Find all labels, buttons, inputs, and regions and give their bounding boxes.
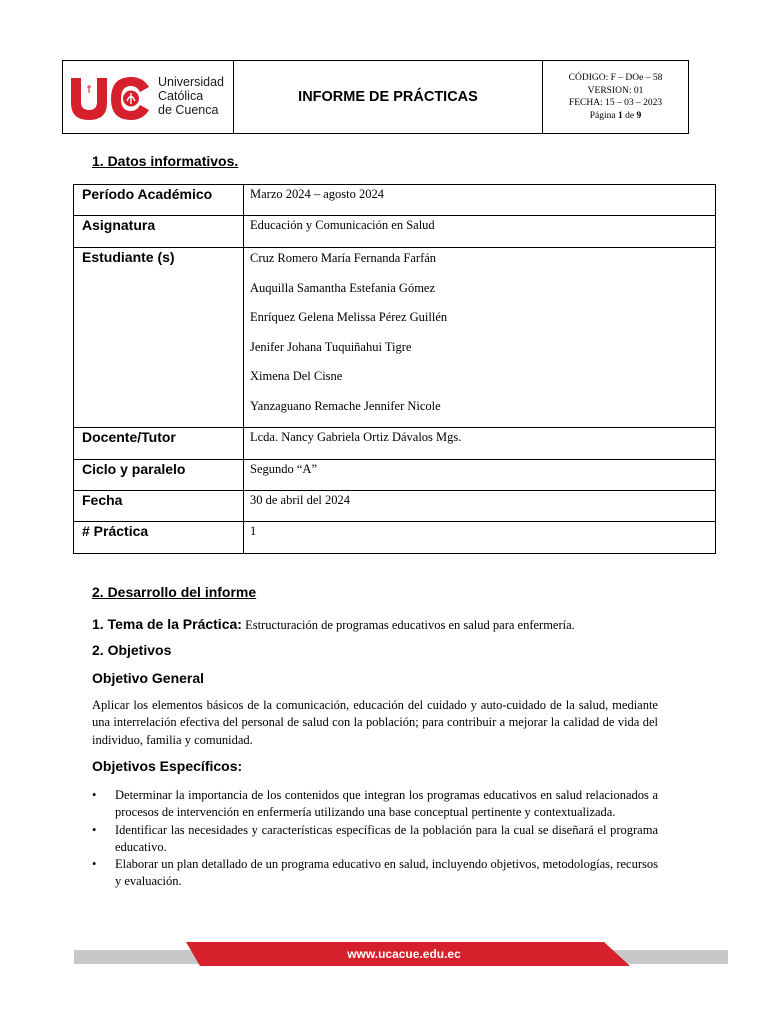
student-name: Yanzaguano Remache Jennifer Nicole [250, 398, 441, 413]
title-cell [234, 61, 543, 133]
university-logo-icon [67, 74, 152, 122]
table-row [74, 185, 716, 216]
footer-banner [74, 942, 728, 966]
bullet-icon: • [92, 857, 97, 872]
table-row [74, 216, 716, 248]
meta-version: VERSION: 01 [587, 85, 644, 96]
label-practica: # Práctica [74, 522, 244, 554]
value-estudiantes [244, 248, 716, 428]
logo-cell [63, 61, 234, 133]
label-asignatura: Asignatura [74, 216, 244, 248]
objetivos-heading: 2. Objetivos [92, 642, 172, 658]
value-periodo: Marzo 2024 – agosto 2024 [244, 185, 716, 216]
value-docente: Lcda. Nancy Gabriela Ortiz Dávalos Mgs. [244, 428, 716, 460]
value-ciclo: Segundo “A” [244, 460, 716, 491]
bullet-icon: • [92, 788, 97, 802]
document-meta [543, 61, 688, 133]
info-table [73, 184, 716, 554]
logo-text: Universidad Católica de Cuenca [158, 75, 225, 117]
table-row [74, 248, 716, 428]
footer-url[interactable]: www.ucacue.edu.ec [347, 947, 461, 961]
student-name: Ximena Del Cisne [250, 369, 343, 383]
student-name: Jenifer Johana Tuquiñahui Tigre [250, 339, 412, 354]
meta-code: CÓDIGO: F – DOe – 58 [568, 73, 663, 83]
label-estudiantes: Estudiante (s) [74, 248, 244, 428]
label-ciclo: Ciclo y paralelo [74, 460, 244, 491]
table-row [74, 522, 716, 554]
table-row [74, 428, 716, 460]
list-item: • Determinar la importancia de los contenidos que integran los programas educativos en salud relacionados a procesos de intervención en enfermería utilizando una base conceptual pertinente y contextualizada. [92, 788, 658, 820]
tema-label: 1. Tema de la Práctica: [92, 616, 242, 632]
student-name: Auquilla Samantha Estefania Gómez [250, 280, 436, 295]
label-docente: Docente/Tutor [74, 428, 244, 460]
table-row [74, 491, 716, 522]
label-periodo: Período Académico [74, 185, 244, 216]
objetivo-general-heading: Objetivo General [92, 670, 205, 686]
document-title: INFORME DE PRÁCTICAS [298, 89, 478, 105]
tema-value: Estructuración de programas educativos en salud para enfermería. [241, 618, 575, 632]
value-practica: 1 [244, 522, 716, 554]
value-asignatura: Educación y Comunicación en Salud [244, 216, 716, 248]
objetivos-especificos-heading: Objetivos Específicos: [92, 758, 243, 774]
tema-line [92, 616, 575, 633]
meta-page: Página 1 de 9 [589, 110, 642, 121]
meta-date: FECHA: 15 – 03 – 2023 [568, 98, 663, 108]
objetivos-especificos-list [92, 787, 658, 891]
objetivo-general-text: Aplicar los elementos básicos de la comunicación, educación del cuidado y auto-cuidado de la salud, mediante una interrelación efectiva del personal de salud con la población; para contribuir a mejorar la calidad de vida del individuo, familia y comunidad. [92, 698, 658, 747]
student-name: Enríquez Gelena Melissa Pérez Guillén [250, 310, 448, 324]
label-fecha: Fecha [74, 491, 244, 522]
section-1-heading: 1. Datos informativos. [92, 153, 239, 169]
section-2-heading: 2. Desarrollo del informe [92, 584, 257, 600]
document-header [62, 60, 689, 134]
list-item: • Elaborar un plan detallado de un programa educativo en salud, incluyendo objetivos, metodologías, recursos y evaluación. [92, 857, 658, 889]
table-row [74, 460, 716, 491]
value-fecha: 30 de abril del 2024 [244, 491, 716, 522]
list-item: • Identificar las necesidades y características específicas de la población para la cual se diseñará el programa educativo. [92, 822, 658, 854]
bullet-icon: • [92, 822, 97, 837]
student-name: Cruz Romero María Fernanda Farfán [250, 251, 437, 265]
